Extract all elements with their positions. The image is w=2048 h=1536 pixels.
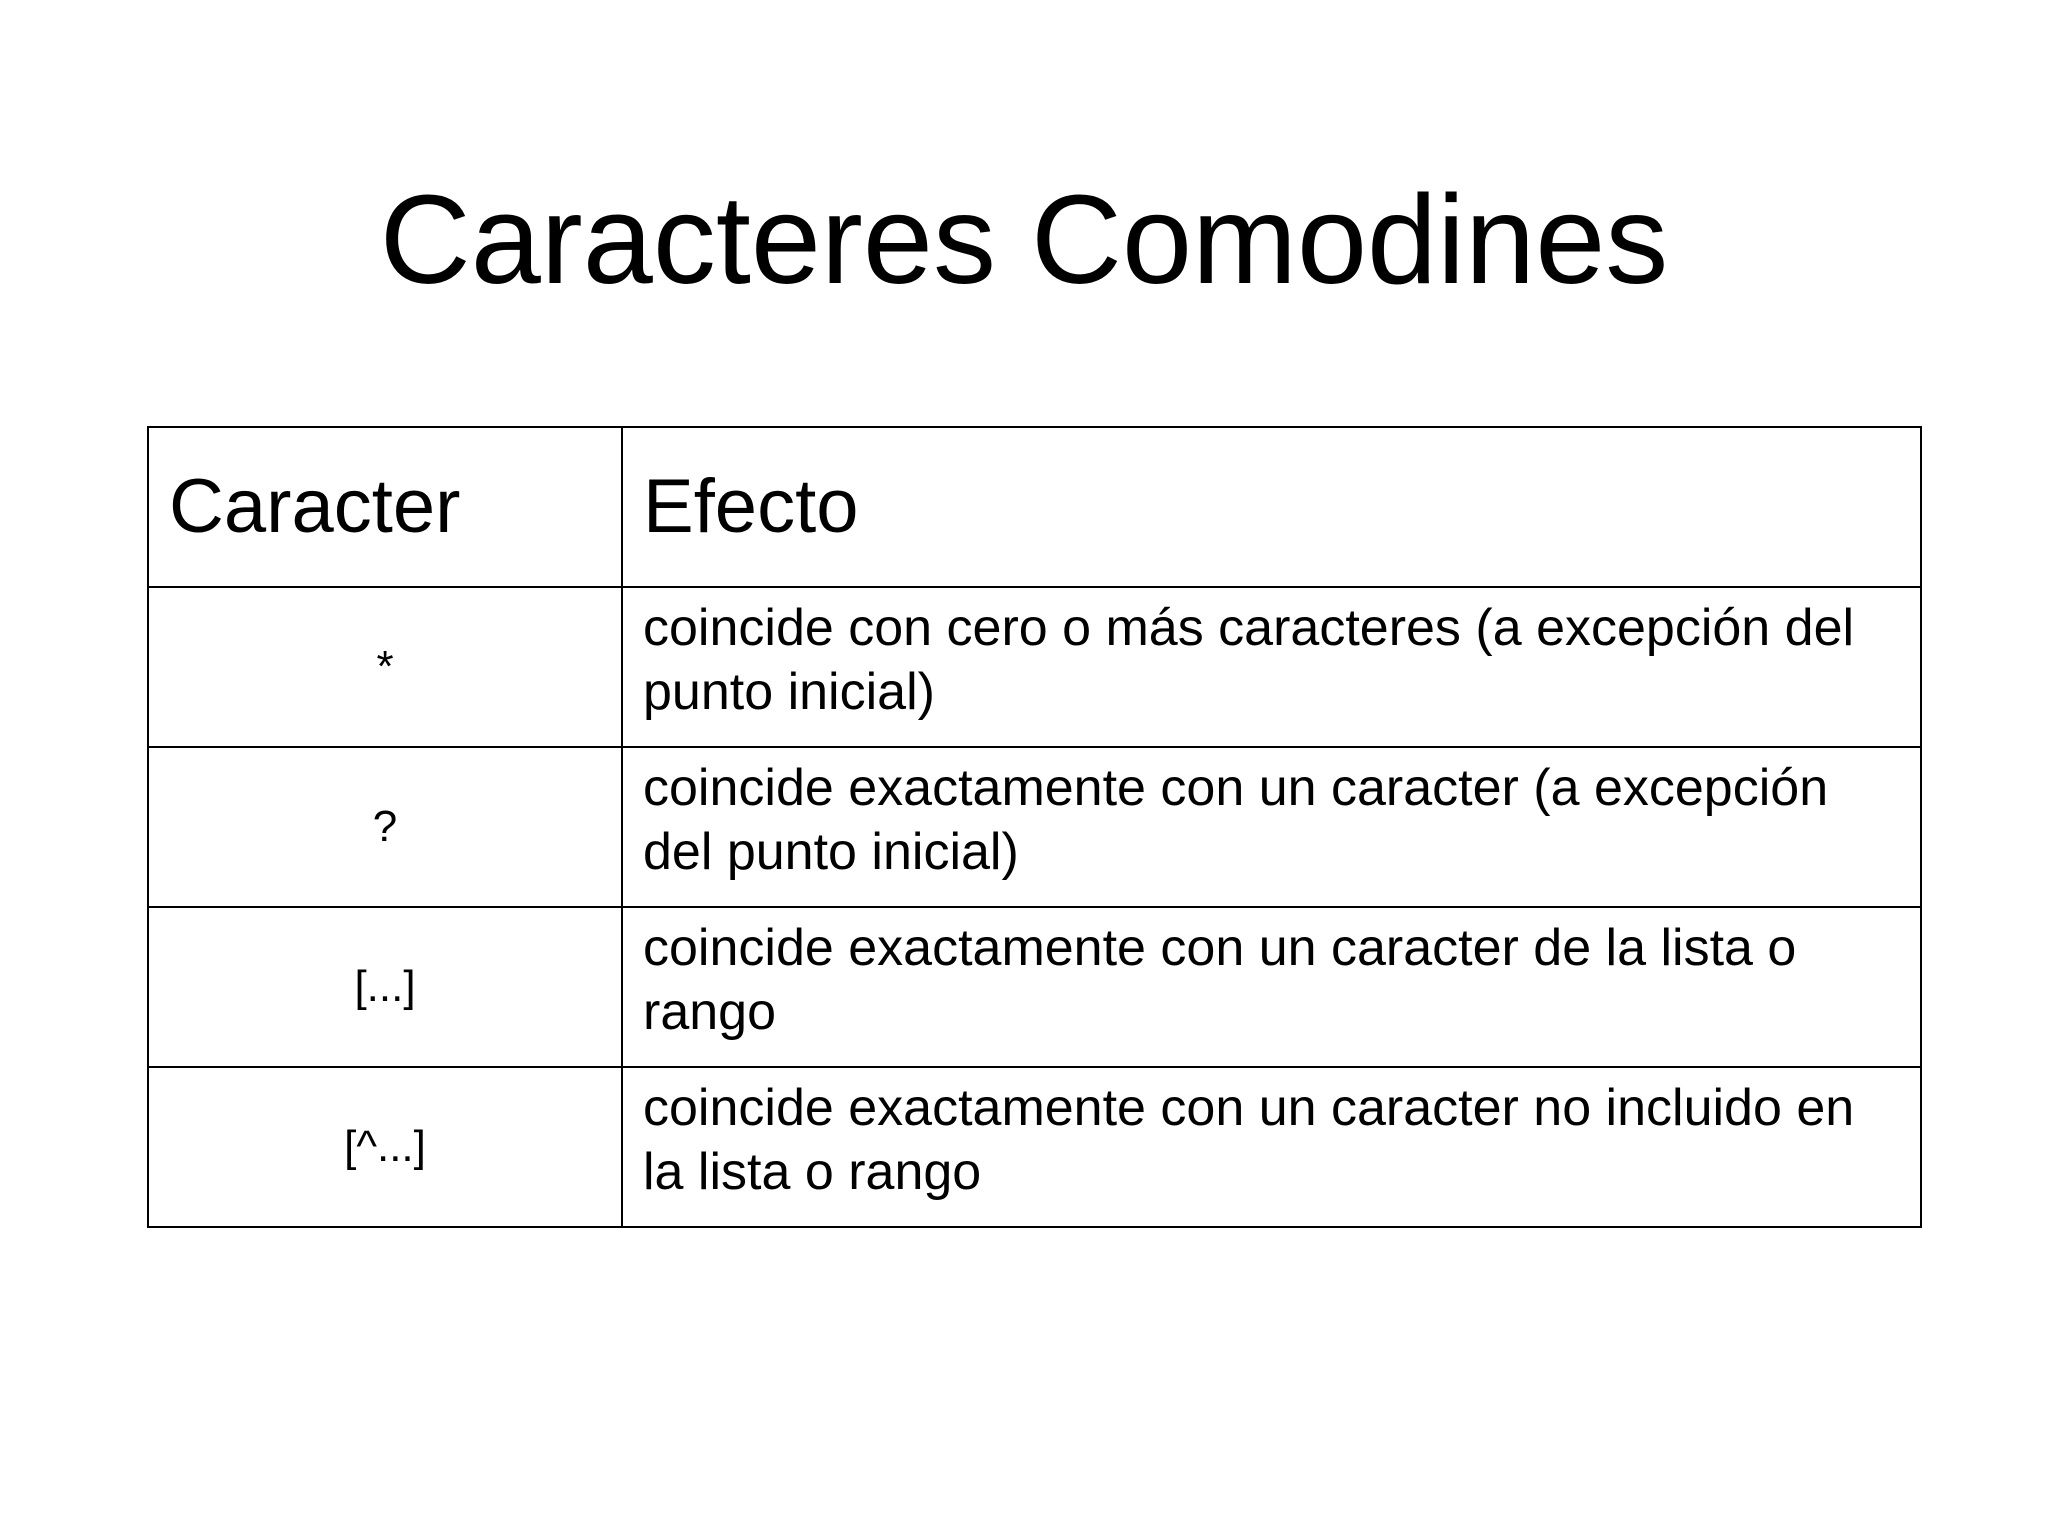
table-row: [148, 587, 1921, 747]
table-header-row: [148, 427, 1921, 587]
wildcard-character: [^...]: [148, 1067, 622, 1227]
wildcard-effect-cell: [622, 1067, 1921, 1227]
wildcard-character: ?: [148, 747, 622, 907]
wildcards-table: [147, 426, 1922, 1228]
wildcard-effect-cell: [622, 587, 1921, 747]
wildcard-effect: coincide con cero o más caracteres (a excepción del punto inicial): [643, 599, 1855, 721]
wildcard-effect: coincide exactamente con un caracter no incluido en la lista o rango: [643, 1079, 1855, 1201]
slide-title: Caracteres Comodines: [379, 169, 1669, 310]
wildcard-character: *: [148, 587, 622, 747]
wildcard-effect-cell: [622, 747, 1921, 907]
table-row: [148, 747, 1921, 907]
header-character: Caracter: [148, 427, 622, 587]
table-row: [148, 907, 1921, 1067]
header-effect: Efecto: [622, 427, 1921, 587]
wildcard-character: [...]: [148, 907, 622, 1067]
wildcard-effect-cell: [622, 907, 1921, 1067]
table-row: [148, 1067, 1921, 1227]
wildcard-effect: coincide exactamente con un caracter (a excepción del punto inicial): [643, 759, 1829, 881]
wildcard-effect: coincide exactamente con un caracter de la lista o rango: [643, 919, 1797, 1041]
